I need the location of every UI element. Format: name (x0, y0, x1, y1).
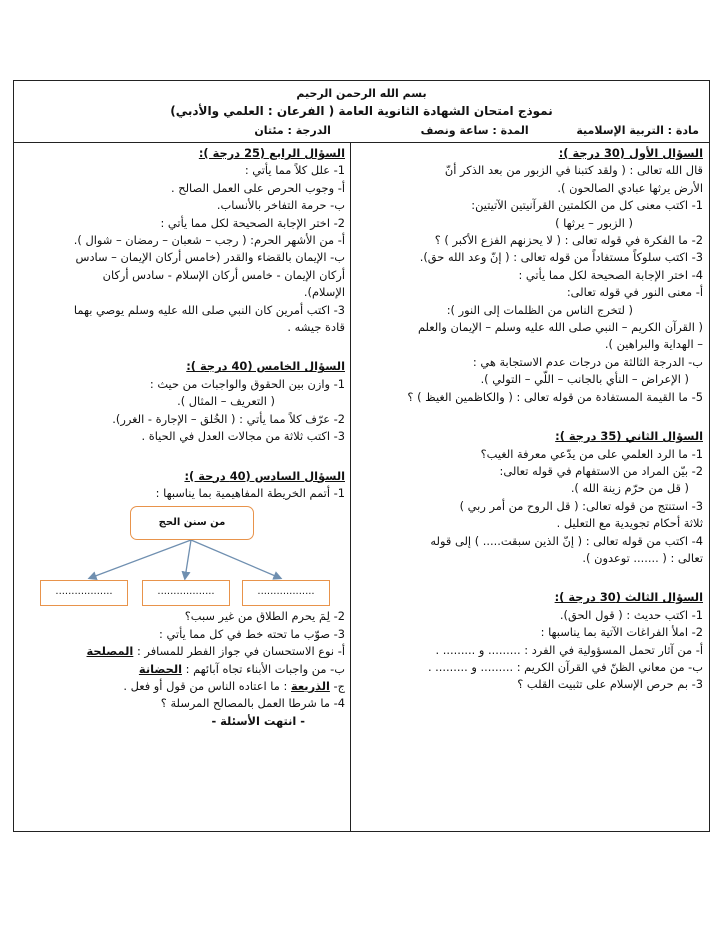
q1-line: الأرض يرثها عبادي الصالحون ). (557, 180, 703, 195)
q1-line: 2- ما الفكرة في قوله تعالى : ( لا يحزنهم الفزع الأكبر ) ؟ (434, 233, 703, 248)
q6-line: 2- لِمَ يحرم الطلاق من غير سبب؟ (184, 609, 345, 624)
q3-line: 1- اكتب حديث : ( قول الحق). (559, 607, 703, 622)
question-3-title: السؤال الثالث (30 درجة ): (554, 590, 703, 605)
q1-line: ( لتخرج الناس من الظلمات إلى النور ): (446, 302, 633, 317)
concept-map-root: من سنن الحج (130, 506, 254, 540)
underlined-term: المصلحة (86, 644, 134, 659)
q6-line (20, 661, 345, 678)
q6-line: 1- أتمم الخريطة المفاهيمية بما يناسبها : (155, 485, 345, 500)
concept-map-blank-2: .................. (142, 580, 230, 606)
q2-line: تعالى : ( ....... توعدون ). (582, 550, 703, 565)
q5-line: 2- عرّف كلاً مما يأتي : ( الخُلق – الإجارة - الغرر). (112, 411, 345, 426)
q5-line: 1- وازن بين الحقوق والواجبات من حيث : (149, 376, 345, 391)
question-4-title: السؤال الرابع (25 درجة ): (198, 146, 345, 160)
question-1-title: السؤال الأول (30 درجة ): (558, 146, 703, 160)
exam-info (254, 124, 699, 137)
arrow-left (90, 540, 191, 578)
exam-header (14, 81, 709, 143)
column-divider (350, 143, 351, 831)
q6-item-c: ج- (329, 678, 345, 693)
q2-line: 4- اكتب من قوله تعالى : ( إنّ الذين سبقت..... ) إلى قوله (430, 533, 703, 548)
q6-line (20, 678, 345, 695)
q4-line: قادة جيشه . (287, 320, 345, 335)
q6-item-a: أ- نوع الاستحسان في جواز الفطر للمسافر : (133, 644, 345, 659)
concept-map-blank-1: .................. (40, 580, 128, 606)
q3-line: 2- املأ الفراغات الآتية بما يناسبها : (540, 625, 703, 640)
q1-line: 3- اكتب سلوكاً مستفاداً من قوله تعالى : ( إنّ وعد الله حق). (419, 250, 703, 265)
q4-line: ب- الإيمان بالقضاء والقدر (خامس أركان الإيمان – سادس (75, 250, 345, 265)
subject-label: مادة : التربية الإسلامية (576, 124, 699, 137)
basmala: بسم الله الرحمن الرحيم (296, 87, 427, 100)
q4-line: 2- اختر الإجابة الصحيحة لكل مما يأتي : (160, 215, 345, 230)
q4-line: ب- حرمة التفاخر بالأنساب. (216, 198, 345, 213)
q1-line: 4- اختر الإجابة الصحيحة لكل مما يأتي : (518, 267, 703, 282)
arrow-middle (185, 540, 191, 578)
underlined-term: الحضانة (138, 661, 182, 676)
left-column (20, 145, 345, 730)
q6-line: 3- صوّب ما تحته خط في كل مما يأتي : (158, 626, 345, 641)
q6-line (20, 643, 345, 660)
question-2-title: السؤال الثاني (35 درجة ): (555, 429, 703, 444)
q4-line: أركان الإيمان - خامس أركان الإسلام - سادس أركان (102, 267, 345, 282)
q5-line: ( التعريف – المثال ). (177, 394, 275, 409)
arrow-right (191, 540, 280, 578)
q1-line: ب- الدرجة الثالثة من درجات عدم الاستجابة هي : (472, 354, 703, 369)
q1-line: 5- ما القيمة المستفادة من قوله تعالى : ( والكاظمين الغيظ ) ؟ (407, 389, 703, 404)
q2-line: ( قل من حرّم زينة الله ). (570, 481, 689, 496)
q2-line: ثلاثة أحكام تجويدية مع التعليل . (556, 516, 703, 531)
question-5-title: السؤال الخامس (40 درجة ): (186, 359, 345, 374)
q4-line: الإسلام). (303, 285, 345, 300)
q1-line: أ- معنى النور في قوله تعالى: (566, 285, 703, 300)
q2-line: 2- بيّن المراد من الاستفهام في قوله تعالى: (499, 463, 703, 478)
q1-line: ( القرآن الكريم – النبي صلى الله عليه وسلم – الإيمان والعلم (417, 320, 703, 335)
duration-label: المدة : ساعة ونصف (420, 124, 529, 137)
q3-line: أ- من آثار تحمل المسؤولية في الفرد : ......... و ......... . (435, 642, 703, 657)
q4-line: أ- وجوب الحرص على العمل الصالح . (170, 180, 345, 195)
q1-line: ( الإعراض – النأي بالجانب – اللّي – التولي ). (480, 372, 689, 387)
q2-line: 1- ما الرد العلمي على من يدّعي معرفة الغيب؟ (480, 446, 703, 461)
q4-line: 3- اكتب أمرين كان النبي صلى الله عليه وسلم يوصي بهما (73, 302, 345, 317)
question-6-title: السؤال السادس (40 درجة ): (184, 468, 345, 483)
concept-map (20, 502, 345, 608)
q2-line: 3- استنتج من قوله تعالى: ( قل الروح من أمر ربي ) (459, 498, 703, 513)
right-column (377, 145, 703, 694)
q1-line: 1- اكتب معنى كل من الكلمتين القرآنيتين الآتيتين: (471, 198, 703, 213)
q4-line: أ- من الأشهر الحرم: ( رجب – شعبان – رمضان – شوال ). (73, 233, 345, 248)
q6-item-b: ب- من واجبات الأبناء تجاه آبائهم : (182, 661, 345, 676)
q5-line: 3- اكتب ثلاثة من مجالات العدل في الحياة . (141, 429, 345, 444)
concept-map-blank-3: .................. (242, 580, 330, 606)
exam-title: نموذج امتحان الشهادة الثانوية العامة ( الفرعان : العلمي والأدبي) (170, 104, 553, 118)
q1-line: قال الله تعالى : ( ولقد كتبنا في الزبور من بعد الذكر أنّ (444, 163, 703, 178)
grade-label: الدرجة : مئتان (254, 124, 331, 137)
q1-line: – الهداية والبراهين ). (604, 337, 703, 352)
q3-line: 3- بم حرص الإسلام على تثبيت القلب ؟ (517, 677, 703, 692)
end-of-questions: - انتهت الأسئلة - (211, 713, 305, 728)
q6-item-c-rest: : ما اعتاده الناس من قول أو فعل . (123, 678, 291, 693)
q1-line: ( الزبور – يرثها ) (555, 215, 633, 230)
exam-sheet (13, 80, 710, 832)
q4-line: 1- علل كلاً مما يأتي : (244, 163, 345, 178)
q3-line: ب- من معاني الظنّ في القرآن الكريم : ......... و ......... . (427, 659, 703, 674)
q6-line: 4- ما شرطا العمل بالمصالح المرسلة ؟ (160, 696, 345, 711)
underlined-term: الذريعة (290, 678, 330, 693)
